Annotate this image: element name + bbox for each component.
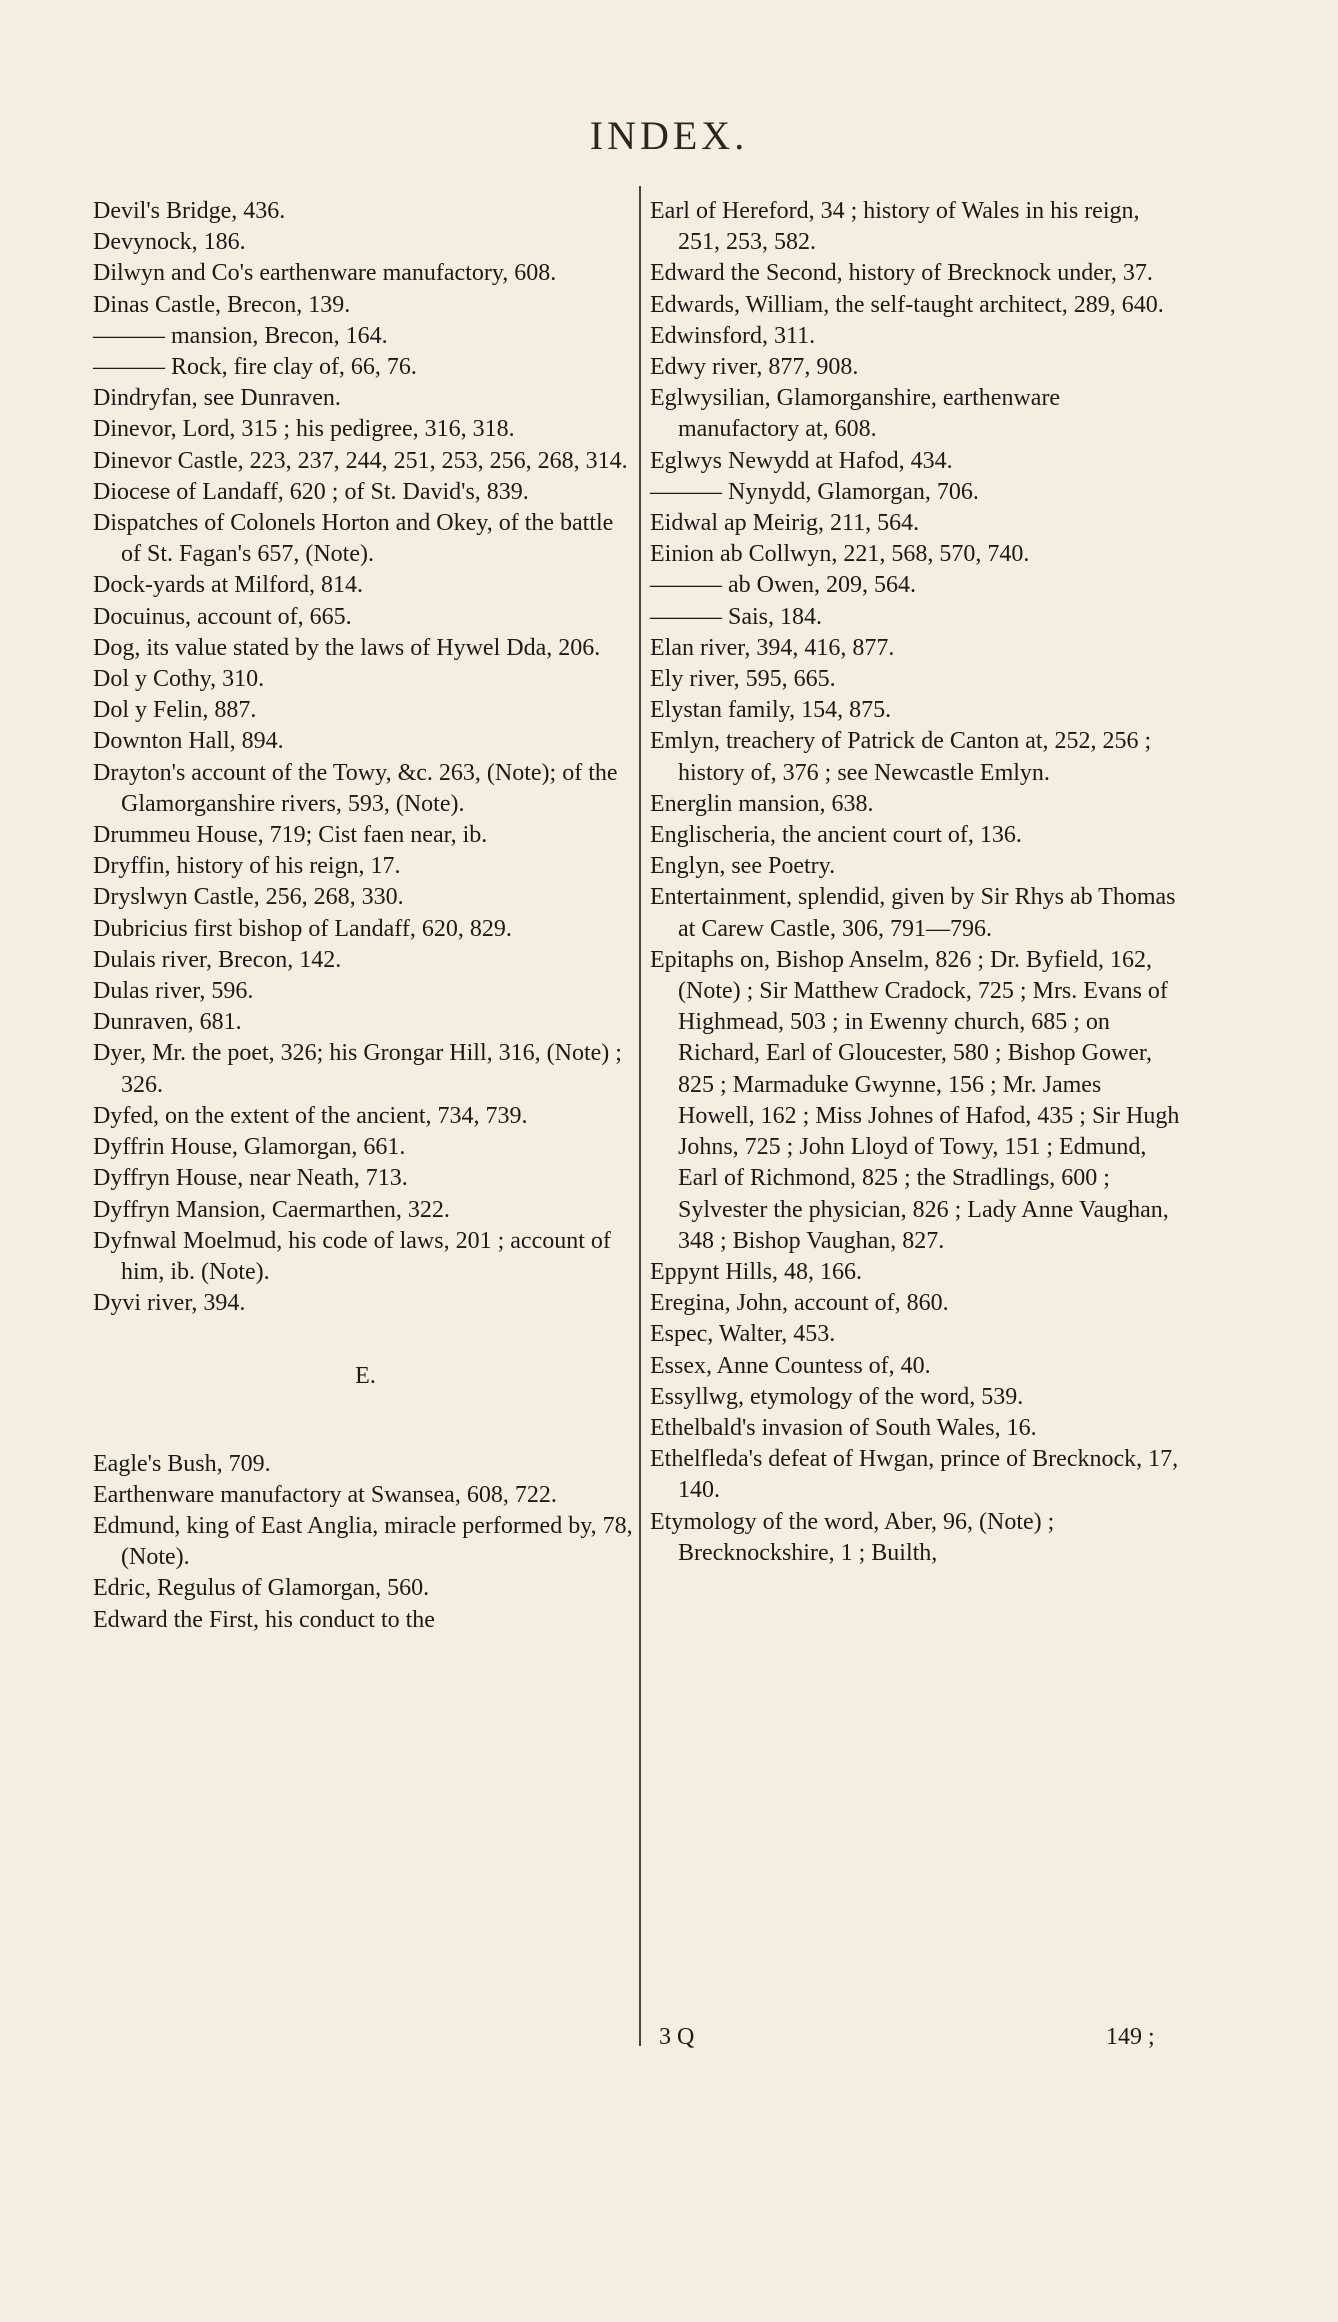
index-entry: Drummeu House, 719; Cist faen near, ib. [93,822,488,849]
index-entry: Dunraven, 681. [93,1009,242,1036]
index-entry: Dyffrin House, Glamorgan, 661. [93,1134,406,1161]
index-entry: Elan river, 394, 416, 877. [650,634,895,661]
index-entry: Edmund, king of East Anglia, miracle performed by, 78, (Note). [93,1512,633,1571]
index-entry: Essyllwg, etymology of the word, 539. [650,1383,1024,1410]
index-entry: Edwards, William, the self-taught architect, 289, 640. [650,291,1164,318]
index-entry: Eglwys Newydd at Hafod, 434. [650,447,953,474]
index-entry: Devil's Bridge, 436. [93,198,286,224]
index-entry: Ethelbald's invasion of South Wales, 16. [650,1414,1037,1441]
index-entry: Eagle's Bush, 709. [93,1450,271,1477]
index-entry: Espec, Walter, 453. [650,1321,836,1348]
index-entry: Dulais river, Brecon, 142. [93,946,342,973]
index-entry: Edward the Second, history of Brecknock under, 37. [650,260,1153,287]
index-entry: Edric, Regulus of Glamorgan, 560. [93,1575,430,1602]
index-entry: Downton Hall, 894. [93,728,284,755]
column-divider [639,186,641,2046]
index-entry: Epitaphs on, Bishop Anselm, 826 ; Dr. Byfield, 162, (Note) ; Sir Matthew Cradock, 725 ; Mrs. Evans of Highmead, 503 ; in Ewenny church, 685 ; on Richard, Earl of Gloucester, 580 ; Bishop Gower, 825 ; Marmaduke Gwynne, 156 ; Mr. James Howell, 162 ; Miss Johnes of Hafod, 435 ; Sir Hugh Johns, 725 ; John Lloyd of Towy, 151 ; Edmund, Earl of Richmond, 825 ; the Stradlings, 600 ; Sylvester the physician, 826 ; Lady Anne Vaughan, 348 ; Bishop Vaughan, 827. [650,946,1180,1254]
index-entry: Devynock, 186. [93,229,246,256]
index-entry: Earthenware manufactory at Swansea, 608, 722. [93,1481,557,1508]
section-letter-e: E. [355,1363,376,1390]
index-entry: Emlyn, treachery of Patrick de Canton at, 252, 256 ; history of, 376 ; see Newcastle Emlyn. [650,728,1152,786]
index-entry: Edward the First, his conduct to the [93,1606,435,1633]
index-entry: Dryslwyn Castle, 256, 268, 330. [93,884,404,911]
index-entry: Etymology of the word, Aber, 96, (Note) ; Brecknockshire, 1 ; Builth, [650,1508,1055,1566]
left-column [93,196,638,1636]
index-entry: Englyn, see Poetry. [650,853,836,880]
index-entry: Diocese of Landaff, 620 ; of St. David's, 839. [93,478,529,505]
index-entry: Eglwysilian, Glamorganshire, earthenware manufactory at, 608. [650,385,1061,443]
index-entry: Dyfed, on the extent of the ancient, 734, 739. [93,1102,528,1129]
index-entry: Elystan family, 154, 875. [650,697,892,724]
index-entry: Dol y Felin, 887. [93,697,257,724]
index-entry: Dryffin, history of his reign, 17. [93,853,401,880]
index-entry: Entertainment, splendid, given by Sir Rhys ab Thomas at Carew Castle, 306, 791—796. [650,884,1176,942]
index-entry: Dyvi river, 394. [93,1290,246,1317]
left-entries-e [93,1449,638,1636]
index-entry: Dock-yards at Milford, 814. [93,572,363,599]
index-entry: Eidwal ap Meirig, 211, 564. [650,510,920,537]
index-entry: Dubricius first bishop of Landaff, 620, 829. [93,915,512,942]
index-entry: Drayton's account of the Towy, &c. 263, (Note); of the Glamorganshire rivers, 593, (Note). [93,759,618,817]
index-entry: Dol y Cothy, 310. [93,666,265,693]
index-entry: Dyffryn House, near Neath, 713. [93,1165,408,1192]
index-entry: ——— Rock, fire clay of, 66, 76. [93,354,417,381]
index-entry: Dilwyn and Co's earthenware manufactory, 608. [93,260,557,287]
index-entry: Energlin mansion, 638. [650,790,874,817]
index-entry: Einion ab Collwyn, 221, 568, 570, 740. [650,541,1030,568]
index-entry: Dyffryn Mansion, Caermarthen, 322. [93,1196,450,1223]
right-entries [650,196,1182,1569]
index-entry: Essex, Anne Countess of, 40. [650,1352,931,1379]
index-entry: ——— Sais, 184. [650,603,823,630]
catchword-page-ref: 149 ; [1106,2024,1155,2050]
index-entry: Dyer, Mr. the poet, 326; his Grongar Hill, 316, (Note) ; 326. [93,1040,622,1098]
index-entry: Edwinsford, 311. [650,322,816,349]
index-entry: Dinas Castle, Brecon, 139. [93,291,351,318]
index-entry: Dulas river, 596. [93,978,254,1005]
signature-mark: 3 Q [659,2024,695,2050]
page-title: INDEX. [589,113,749,158]
index-entry: Englischeria, the ancient court of, 136. [650,822,1022,849]
index-entry: Dinevor, Lord, 315 ; his pedigree, 316, 318. [93,416,515,443]
index-entry: Dyfnwal Moelmud, his code of laws, 201 ; account of him, ib. (Note). [93,1227,611,1285]
index-entry: Dinevor Castle, 223, 237, 244, 251, 253, 256, 268, 314. [93,447,628,474]
index-entry: ——— mansion, Brecon, 164. [93,322,388,349]
index-entry: Ethelfleda's defeat of Hwgan, prince of Brecknock, 17, 140. [650,1446,1179,1504]
index-entry: ——— Nynydd, Glamorgan, 706. [650,478,979,505]
index-entry: Dispatches of Colonels Horton and Okey, of the battle of St. Fagan's 657, (Note). [93,510,614,568]
index-entry: Dog, its value stated by the laws of Hywel Dda, 206. [93,634,601,661]
index-entry: Earl of Hereford, 34 ; history of Wales in his reign, 251, 253, 582. [650,198,1140,256]
left-entries [93,196,638,1319]
index-entry: Dindryfan, see Dunraven. [93,385,341,412]
index-entry: Docuinus, account of, 665. [93,603,352,630]
right-column [650,196,1182,1569]
index-entry: Edwy river, 877, 908. [650,354,859,381]
index-entry: Eregina, John, account of, 860. [650,1290,949,1317]
index-entry: Eppynt Hills, 48, 166. [650,1258,863,1285]
index-entry: ——— ab Owen, 209, 564. [650,572,916,599]
index-entry: Ely river, 595, 665. [650,666,836,693]
